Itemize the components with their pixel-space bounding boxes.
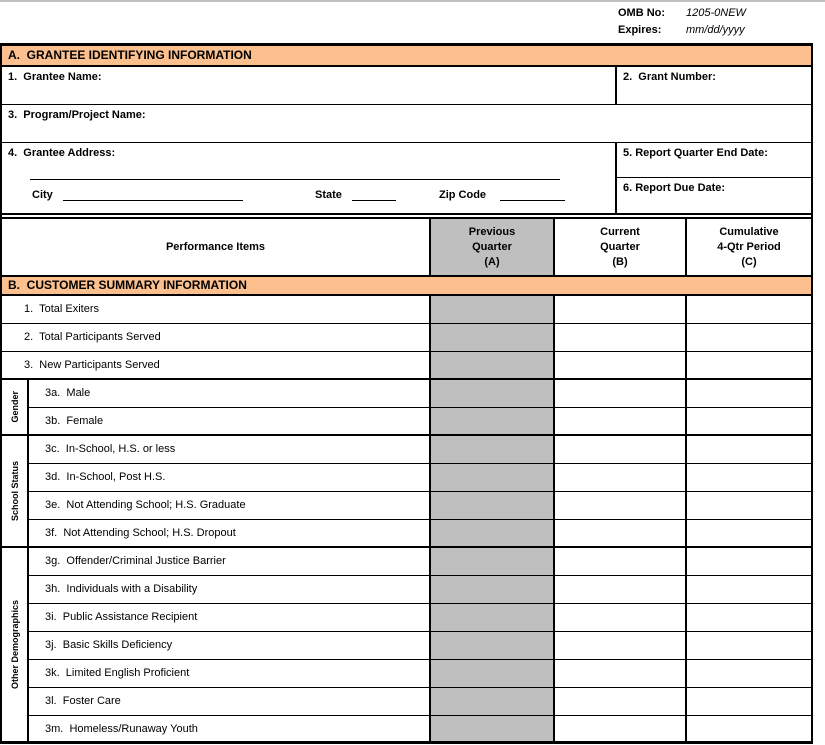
cell-cumulative-4qtr[interactable] <box>685 296 811 323</box>
state-blank[interactable] <box>352 187 396 201</box>
cell-previous-quarter <box>429 380 553 407</box>
table-row <box>0 492 813 520</box>
row-label: 3b. Female <box>45 415 104 427</box>
group-label-school-status: School Status <box>2 436 29 546</box>
city-state-zip-line <box>2 187 615 207</box>
row-label: 1. Total Exiters <box>24 303 99 315</box>
cell-previous-quarter <box>429 660 553 687</box>
cell-cumulative-4qtr[interactable] <box>685 492 811 519</box>
cell-previous-quarter <box>429 352 553 378</box>
program-name-label: 3. Program/Project Name: <box>8 109 146 121</box>
table-row <box>0 548 813 576</box>
table-row <box>0 632 813 660</box>
cell-current-quarter[interactable] <box>553 520 685 546</box>
cell-previous-quarter <box>429 632 553 659</box>
cell-cumulative-4qtr[interactable] <box>685 520 811 546</box>
program-name-cell[interactable] <box>2 105 811 142</box>
cell-current-quarter[interactable] <box>553 688 685 715</box>
table-row <box>0 408 813 436</box>
zip-label: Zip Code <box>439 189 487 201</box>
col-current-quarter-header: Current Quarter (B) <box>553 219 685 275</box>
cell-cumulative-4qtr[interactable] <box>685 436 811 463</box>
row-label: 3d. In-School, Post H.S. <box>45 471 166 483</box>
cell-previous-quarter <box>429 604 553 631</box>
table-row <box>0 716 813 744</box>
report-quarter-end-label: 5. Report Quarter End Date: <box>623 147 768 159</box>
cell-previous-quarter <box>429 548 553 575</box>
col-cumulative-header: Cumulative 4-Qtr Period (C) <box>685 219 811 275</box>
top-border-line <box>0 0 825 2</box>
cell-current-quarter[interactable] <box>553 716 685 741</box>
row-label: 2. Total Participants Served <box>24 331 161 343</box>
row-label: 3e. Not Attending School; H.S. Graduate <box>45 499 246 511</box>
row-label: 3k. Limited English Proficient <box>45 667 190 679</box>
row-label: 3f. Not Attending School; H.S. Dropout <box>45 527 236 539</box>
cell-previous-quarter <box>429 716 553 741</box>
cell-previous-quarter <box>429 520 553 546</box>
expires-value: mm/dd/yyyy <box>686 24 745 36</box>
cell-current-quarter[interactable] <box>553 464 685 491</box>
cell-current-quarter[interactable] <box>553 296 685 323</box>
table-row <box>0 324 813 352</box>
row-address-dates <box>0 143 813 213</box>
cell-cumulative-4qtr[interactable] <box>685 660 811 687</box>
cell-current-quarter[interactable] <box>553 492 685 519</box>
report-due-date-cell[interactable] <box>617 178 811 213</box>
row-label: 3c. In-School, H.S. or less <box>45 443 176 455</box>
row-label: 3a. Male <box>45 387 91 399</box>
group-label-gender: Gender <box>2 380 29 434</box>
grantee-name-label: 1. Grantee Name: <box>8 71 102 83</box>
cell-previous-quarter <box>429 492 553 519</box>
cell-current-quarter[interactable] <box>553 324 685 351</box>
row-grantee-grant <box>0 67 813 105</box>
cell-current-quarter[interactable] <box>553 408 685 434</box>
cell-cumulative-4qtr[interactable] <box>685 604 811 631</box>
grantee-address-cell[interactable] <box>2 143 617 213</box>
table-row <box>0 436 813 464</box>
cell-current-quarter[interactable] <box>553 380 685 407</box>
address-blank[interactable] <box>30 179 560 180</box>
cell-cumulative-4qtr[interactable] <box>685 464 811 491</box>
table-row <box>0 380 813 408</box>
cell-current-quarter[interactable] <box>553 352 685 378</box>
row-label: 3j. Basic Skills Deficiency <box>45 639 173 651</box>
section-b-header: B. CUSTOMER SUMMARY INFORMATION <box>0 275 813 296</box>
cell-cumulative-4qtr[interactable] <box>685 688 811 715</box>
summary-table-body <box>0 296 813 744</box>
city-blank[interactable] <box>63 187 243 201</box>
row-program-name <box>0 105 813 143</box>
omb-no-value: 1205-0NEW <box>686 7 746 19</box>
omb-block <box>618 7 746 36</box>
state-field <box>315 187 396 201</box>
row-label: 3m. Homeless/Runaway Youth <box>45 723 198 735</box>
cell-cumulative-4qtr[interactable] <box>685 576 811 603</box>
table-row <box>0 352 813 380</box>
city-field <box>32 187 243 201</box>
cell-cumulative-4qtr[interactable] <box>685 352 811 378</box>
column-header-row <box>0 219 813 275</box>
row-label: 3. New Participants Served <box>24 359 160 371</box>
row-label: 3l. Foster Care <box>45 695 121 707</box>
table-row <box>0 660 813 688</box>
grant-number-cell[interactable] <box>617 67 811 104</box>
table-row <box>0 520 813 548</box>
zip-blank[interactable] <box>500 187 565 201</box>
row-label: 3i. Public Assistance Recipient <box>45 611 198 623</box>
cell-previous-quarter <box>429 436 553 463</box>
cell-previous-quarter <box>429 296 553 323</box>
cell-cumulative-4qtr[interactable] <box>685 632 811 659</box>
table-row <box>0 576 813 604</box>
cell-current-quarter[interactable] <box>553 548 685 575</box>
table-row <box>0 604 813 632</box>
grantee-name-cell[interactable] <box>2 67 617 104</box>
cell-previous-quarter <box>429 324 553 351</box>
cell-current-quarter[interactable] <box>553 436 685 463</box>
cell-previous-quarter <box>429 408 553 434</box>
table-row <box>0 688 813 716</box>
grant-number-label: 2. Grant Number: <box>623 71 716 83</box>
table-row <box>0 464 813 492</box>
cell-current-quarter[interactable] <box>553 632 685 659</box>
cell-cumulative-4qtr[interactable] <box>685 380 811 407</box>
city-label: City <box>32 189 53 201</box>
cell-previous-quarter <box>429 464 553 491</box>
cell-previous-quarter <box>429 576 553 603</box>
section-a-header: A. GRANTEE IDENTIFYING INFORMATION <box>0 43 813 67</box>
row-label: 3g. Offender/Criminal Justice Barrier <box>45 555 226 567</box>
omb-no-label: OMB No: <box>618 7 666 19</box>
table-row <box>0 296 813 324</box>
expires-label: Expires: <box>618 24 662 36</box>
cell-cumulative-4qtr[interactable] <box>685 716 811 741</box>
report-quarter-end-cell[interactable] <box>617 143 811 178</box>
zip-field <box>439 187 565 201</box>
cell-cumulative-4qtr[interactable] <box>685 548 811 575</box>
cell-current-quarter[interactable] <box>553 576 685 603</box>
report-due-date-label: 6. Report Due Date: <box>623 182 726 194</box>
state-label: State <box>315 189 342 201</box>
performance-items-header: Performance Items <box>165 240 266 253</box>
cell-previous-quarter <box>429 688 553 715</box>
cell-current-quarter[interactable] <box>553 660 685 687</box>
cell-current-quarter[interactable] <box>553 604 685 631</box>
cell-cumulative-4qtr[interactable] <box>685 324 811 351</box>
group-label-other-demographics: Other Demographics <box>2 548 29 741</box>
row-label: 3h. Individuals with a Disability <box>45 583 198 595</box>
grantee-address-label: 4. Grantee Address: <box>8 147 116 159</box>
col-previous-quarter-header: Previous Quarter (A) <box>429 219 553 275</box>
cell-cumulative-4qtr[interactable] <box>685 408 811 434</box>
